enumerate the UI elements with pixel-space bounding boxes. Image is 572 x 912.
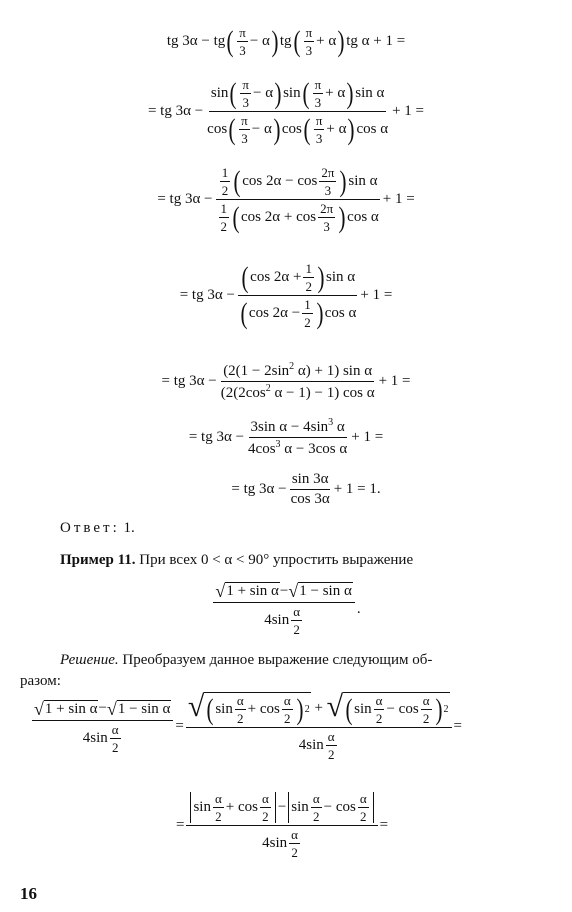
solution-equation-1: √ 1 + sin α − √ 1 − sin α 4sin $\frac{\alpha}{2}$ = √ ( sin $\frac{\alpha}{2}$ + cos $\frac{\alpha}{2}$ ) 2 + √ ( sin $\frac{\alpha}{2}$ − cos $\frac{\alpha}{2}$ ) 2 4sin $\frac{\alpha}{2}$ = — [34, 690, 462, 762]
example-title: Пример 11. — [60, 552, 136, 568]
example-expression: √ 1 + sin α − √ 1 − sin α 4sin $\frac{\alpha}{2}$ . — [215, 581, 361, 637]
page-number: 16 — [20, 884, 37, 903]
equation-line-2: = tg 3α − sin ( $\frac{\pi}{3}$ − α ) sin ( $\frac{\pi}{3}$ + α ) sin α cos ( $\frac{\pi}{3}$ − α ) cos ( $\frac{\pi}{3}$ + α ) cos α + 1 = — [147, 76, 425, 146]
solution-equation-2: = sin $\frac{\alpha}{2}$ + cos $\frac{\alpha}{2}$ − sin $\frac{\alpha}{2}$ − cos $\frac{\alpha}{2}$ 4sin $\frac{\alpha}{2}$ = — [176, 791, 389, 860]
example-statement: При всех 0 < α < 90° упростить выражение — [139, 552, 414, 568]
solution-text-2: разом: — [20, 673, 61, 689]
solution-paragraph-2 — [20, 671, 61, 691]
equation-line-3: = tg 3α − $\frac{1}{2}$ ( cos 2α − cos $\frac{2\pi}{3}$ ) sin α $\frac{1}{2}$ ( cos 2α + cos $\frac{2\pi}{3}$ ) cos α + 1 = — [157, 164, 415, 234]
solution-paragraph — [60, 650, 560, 670]
answer-line — [60, 518, 135, 538]
solution-label: Решение. — [60, 652, 119, 668]
equation-line-7: = tg 3α − $\frac{\sin 3\alpha}{\cos 3\alpha}$ + 1 = 1. — [231, 471, 381, 507]
equation-line-6: = tg 3α − $\frac{3\sin \alpha - 4\sin^3 \alpha}{4\cos^3 \alpha - 3\cos \alpha}$ + 1 = — [188, 417, 384, 457]
equation-line-1: tg 3α − tg ( $\frac{\pi}{3}$ − α ) tg ( $\frac{\pi}{3}$ + α ) tg α + 1 = — [166, 24, 406, 58]
answer-value: 1. — [123, 520, 135, 536]
solution-text-1: Преобразуем данное выражение следующим об- — [122, 652, 433, 668]
equation-line-5: = tg 3α − $\frac{(2(1 - 2\sin^2 \alpha) + 1) \sin \alpha}{(2(2\cos^2 \alpha - 1) - 1) \cos \alpha}$ + 1 = — [161, 361, 411, 401]
equation-line-4: = tg 3α − ( cos 2α + $\frac{1}{2}$ ) sin α ( cos 2α − $\frac{1}{2}$ ) cos α + 1 = — [179, 260, 393, 330]
example-heading — [60, 550, 413, 570]
answer-label: Ответ: — [60, 520, 120, 536]
